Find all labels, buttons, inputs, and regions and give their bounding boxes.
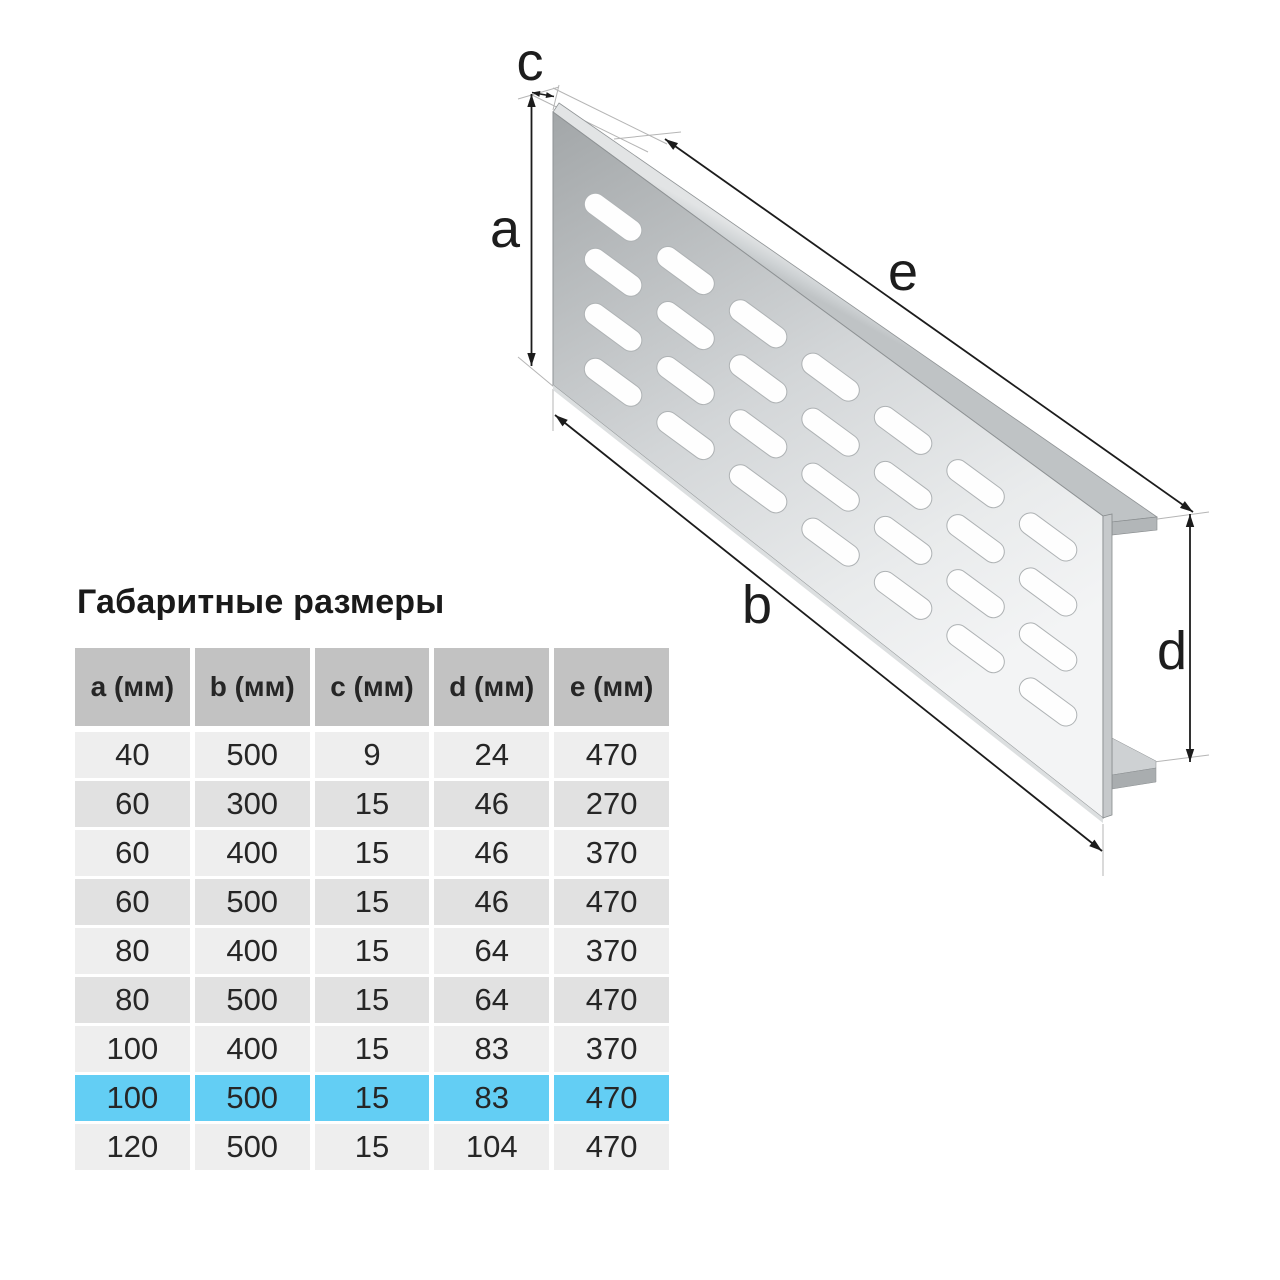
table-cell: 400: [195, 830, 310, 876]
table-cell: 400: [195, 928, 310, 974]
table-cell: 15: [315, 879, 430, 925]
table-cell: 300: [195, 781, 310, 827]
table-cell: 15: [315, 830, 430, 876]
dim-label-d: d: [1156, 621, 1188, 681]
table-cell: 15: [315, 781, 430, 827]
table-cell: 470: [554, 1124, 669, 1170]
header-cell-c: c (мм): [315, 648, 430, 726]
table-cell: 80: [75, 977, 190, 1023]
table-body: [75, 732, 669, 1173]
table-cell: 470: [554, 732, 669, 778]
table-cell: 15: [315, 1026, 430, 1072]
dimensions-table: [75, 648, 669, 1173]
table-cell: 64: [434, 977, 549, 1023]
table-cell: 500: [195, 1075, 310, 1121]
table-cell: 500: [195, 879, 310, 925]
dim-label-e: e: [887, 242, 919, 302]
header-cell-a: a (мм): [75, 648, 190, 726]
table-cell: 370: [554, 830, 669, 876]
table-row[interactable]: [75, 879, 669, 925]
header-cell-d: d (мм): [434, 648, 549, 726]
table-cell: 80: [75, 928, 190, 974]
table-cell: 60: [75, 781, 190, 827]
table-cell: 400: [195, 1026, 310, 1072]
table-row[interactable]: [75, 1026, 669, 1072]
table-cell: 500: [195, 977, 310, 1023]
table-cell: 470: [554, 977, 669, 1023]
table-cell: 60: [75, 879, 190, 925]
table-cell: 104: [434, 1124, 549, 1170]
table-row[interactable]: [75, 928, 669, 974]
table-cell: 24: [434, 732, 549, 778]
table-cell: 46: [434, 879, 549, 925]
table-row-highlighted[interactable]: [75, 1075, 669, 1121]
table-cell: 83: [434, 1075, 549, 1121]
table-cell: 370: [554, 928, 669, 974]
table-row[interactable]: [75, 781, 669, 827]
table-cell: 470: [554, 1075, 669, 1121]
table-cell: 100: [75, 1075, 190, 1121]
table-row[interactable]: [75, 977, 669, 1023]
header-cell-e: e (мм): [554, 648, 669, 726]
table-cell: 83: [434, 1026, 549, 1072]
section-title: Габаритные размеры: [77, 583, 445, 621]
table-cell: 15: [315, 928, 430, 974]
table-cell: 46: [434, 830, 549, 876]
table-cell: 470: [554, 879, 669, 925]
table-cell: 270: [554, 781, 669, 827]
dim-label-a: a: [489, 199, 521, 259]
table-cell: 64: [434, 928, 549, 974]
table-cell: 370: [554, 1026, 669, 1072]
right-edge-strip: [1103, 514, 1112, 818]
table-row[interactable]: [75, 1124, 669, 1170]
table-cell: 120: [75, 1124, 190, 1170]
table-cell: 500: [195, 1124, 310, 1170]
table-cell: 15: [315, 1075, 430, 1121]
header-cell-b: b (мм): [195, 648, 310, 726]
table-cell: 15: [315, 977, 430, 1023]
table-cell: 100: [75, 1026, 190, 1072]
table-cell: 9: [315, 732, 430, 778]
table-cell: 500: [195, 732, 310, 778]
table-row[interactable]: [75, 732, 669, 778]
table-header-row: [75, 648, 669, 726]
table-cell: 15: [315, 1124, 430, 1170]
table-cell: 46: [434, 781, 549, 827]
dim-label-c: c: [516, 32, 544, 92]
table-cell: 40: [75, 732, 190, 778]
dim-label-b: b: [741, 575, 773, 635]
table-cell: 60: [75, 830, 190, 876]
table-row[interactable]: [75, 830, 669, 876]
